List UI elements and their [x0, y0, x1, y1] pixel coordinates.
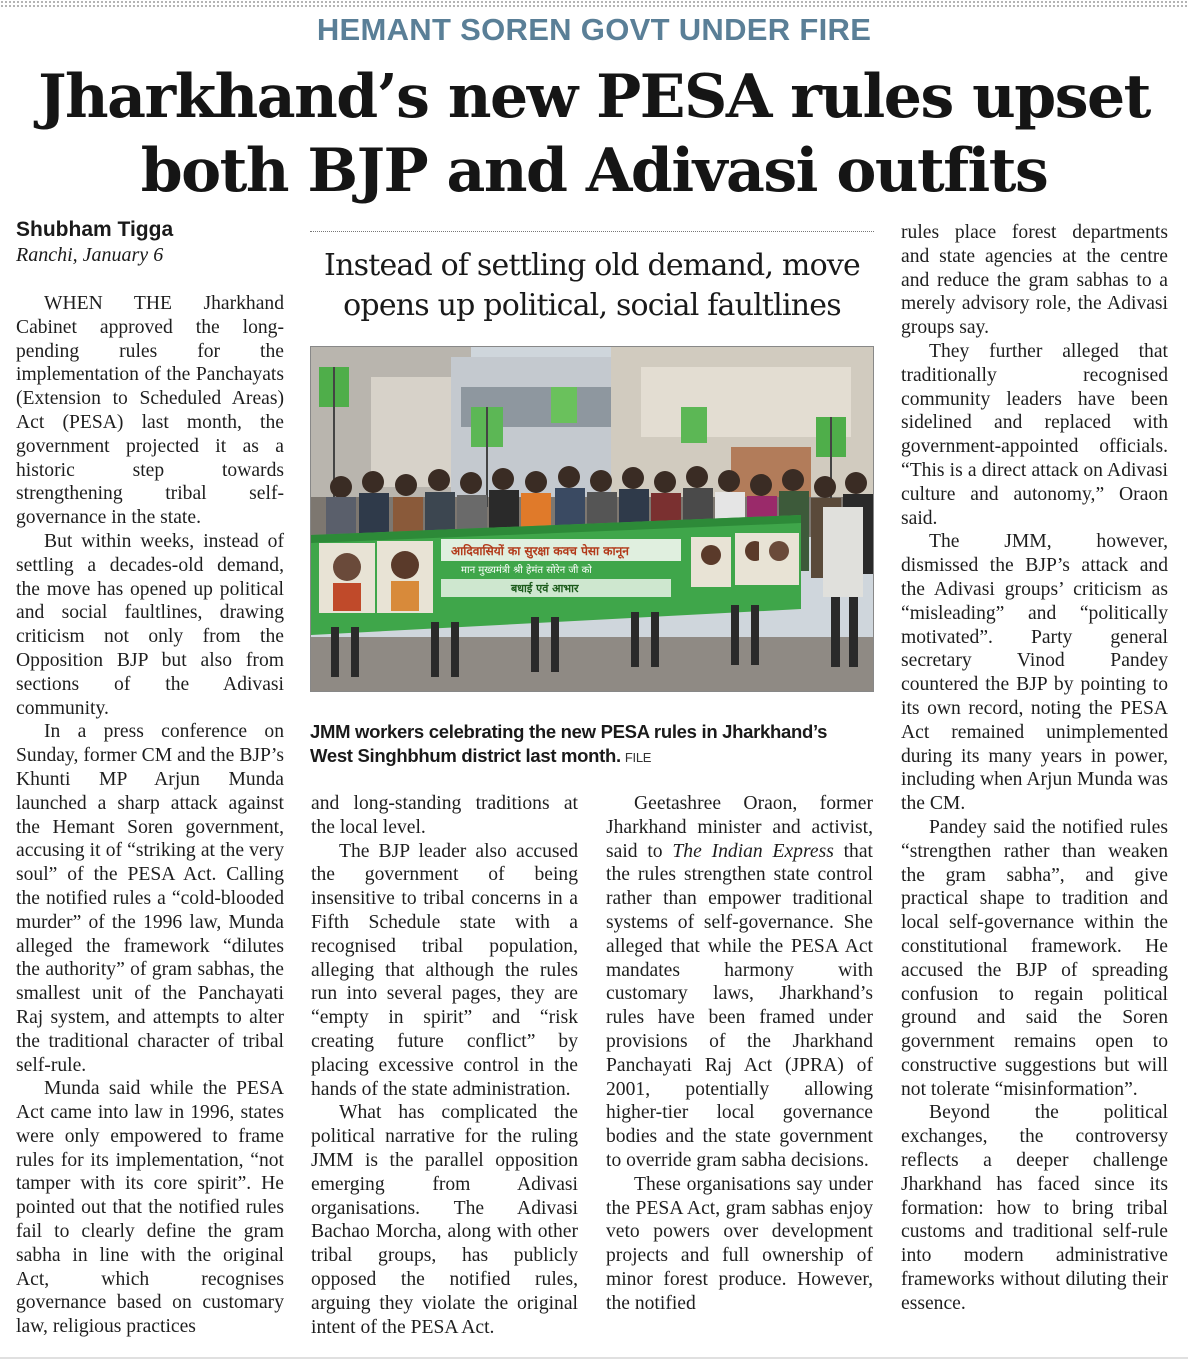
publication-name: The Indian Express — [672, 840, 834, 862]
paragraph: Munda said while the PESA Act came into law in 1996, states were only empowered to frame rules for its implementation, “not tamper with its core spirit”. He pointed out that the notified rules fail to clearly define the gram sabha in line with the original Act, which recognises governance based on customary law, religious practices — [16, 1078, 284, 1338]
paragraph — [606, 792, 873, 1173]
paragraph: WHEN THE Jharkhand Cabinet approved the long-pending rules for the implementation of the Panchayats (Extension to Scheduled Areas) Act (PESA) last month, the government projected it as a historic step towards strengthening tribal self-governance in the state. — [16, 293, 284, 529]
paragraph: Beyond the political exchanges, the controversy reflects a deeper challenge Jharkhand has faced since its formation: how to bring tribal customs and traditional self-rule into modern administrative frameworks without diluting their essence. — [901, 1102, 1168, 1314]
bottom-rule — [0, 1357, 1188, 1359]
subheadline-line-1: Instead of settling old demand, move — [324, 248, 860, 283]
paragraph-text: Geetashree Oraon, former Jharkhand minister and activist, said to — [606, 793, 873, 862]
headline — [20, 60, 1168, 208]
paragraph: rules place forest departments and state agencies at the centre and reduce the gram sabhas to a merely advisory role, the Adivasi groups say. — [901, 222, 1168, 339]
paragraph: What has complicated the political narrative for the ruling JMM is the parallel opposition emerging from Adivasi organisations. The Adivasi Bachao Morcha, along with other tribal groups, has publicly opposed the notified rules, arguing they violate the original intent of the PESA Act. — [311, 1102, 578, 1338]
photo-illustration — [311, 347, 874, 692]
photo-credit: FILE — [624, 750, 652, 765]
paragraph: In a press conference on Sunday, former CM and the BJP’s Khunti MP Arjun Munda launched a sharp attack against the Hemant Soren government, accusing it of “striking at the very soul” of the PESA Act. Calling the notified rules a “cold-blooded murder” of the 1996 law, Munda alleged the framework “dilutes the authority” of gram sabhas, the smallest unit of the Panchayati Raj system, and attempts to alter the traditional character of tribal self-rule. — [16, 721, 284, 1076]
paragraph-text: that the rules strengthen state control rather than empower traditional systems of self-governance. She alleged that while the PESA Act mandates harmony with customary laws, Jharkhand’s rules have been framed under provisions of the Jharkhand Panchayati Raj Act (JPRA) of 2001, potentially allowing higher-tier local governance bodies and the state government to override gram sabha decisions. — [606, 840, 873, 1171]
top-dotted-border — [0, 0, 1188, 7]
subheadline-line-2: opens up political, social faultlines — [343, 288, 841, 323]
photo-caption — [310, 720, 874, 770]
subhead-divider — [310, 231, 874, 232]
byline-author: Shubham Tigga — [16, 218, 174, 241]
article-column-2 — [311, 792, 578, 1339]
subheadline — [310, 246, 874, 326]
news-photo — [310, 346, 874, 692]
article-column-4 — [901, 221, 1168, 1316]
paragraph: The JMM, however, dismissed the BJP’s attack and the Adivasi groups’ criticism as “misleading” and “politically motivated”. Party general secretary Vinod Pandey countered the BJP by pointing to its own record, noting the PESA Act remained unimplemented during its many years in power, including when Arjun Munda was the CM. — [901, 531, 1168, 815]
byline-dateline: Ranchi, January 6 — [16, 244, 164, 266]
kicker: HEMANT SOREN GOVT UNDER FIRE — [316, 12, 872, 47]
paragraph: Pandey said the notified rules “strengthen rather than weaken the gram sabha”, and give practical shape to tradition and local self-governance within the constitutional framework. He accused the BJP of spreading confusion to regain political ground and said the Soren government remains open to constructive suggestions but will not tolerate “misinformation”. — [901, 816, 1168, 1100]
paragraph: But within weeks, instead of settling a decades-old demand, the move has opened up political and social faultlines, drawing criticism not only from the Opposition BJP but also from sections of the Adivasi community. — [16, 530, 284, 719]
paragraph: The BJP leader also accused the government of being insensitive to tribal concerns in a Fifth Schedule state with a recognised tribal population, alleging that although the rules run into several pages, they are “empty in spirit” and “risk creating future conflict” by placing excessive control in the hands of the state administration. — [311, 840, 578, 1100]
paragraph: These organisations say under the PESA Act, gram sabhas enjoy veto powers over development projects and full ownership of minor forest produce. However, the notified — [606, 1173, 873, 1314]
banner-text-line-3: बधाई एवं आभार — [511, 582, 579, 595]
article-column-3 — [606, 792, 873, 1316]
paragraph: and long-standing traditions at the local level. — [311, 793, 578, 838]
banner-text-line-2: मान मुख्यमंत्री श्री हेमंत सोरेन जी को — [461, 565, 592, 576]
headline-line-2: both BJP and Adivasi outfits — [140, 136, 1048, 206]
caption-text: JMM workers celebrating the new PESA rules in Jharkhand’s West Singhbhum district last month. — [310, 721, 828, 766]
headline-line-1: Jharkhand’s new PESA rules upset — [38, 62, 1150, 132]
article-column-1 — [16, 292, 284, 1339]
banner-text: आदिवासियों का सुरक्षा कवच पेसा कानून — [451, 544, 629, 558]
paragraph: They further alleged that traditionally recognised community leaders have been sidelined and replaced with government-appointed officials. “This is a direct attack on Adivasi culture and autonomy,” Oraon said. — [901, 340, 1168, 529]
